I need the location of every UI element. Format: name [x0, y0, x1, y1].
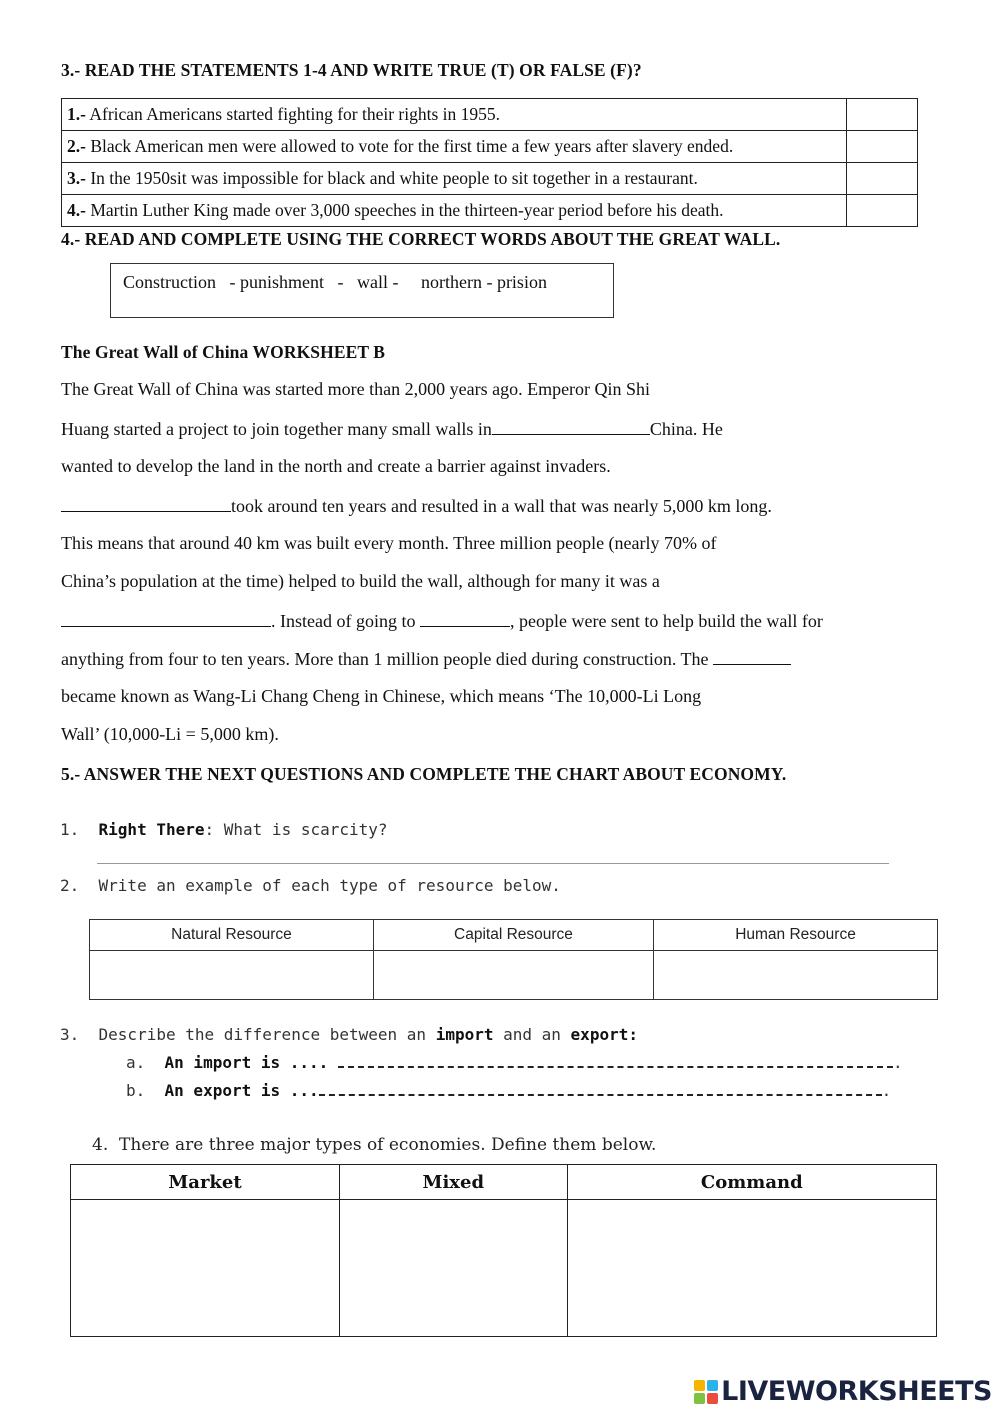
section-3-title: 3.- READ THE STATEMENTS 1-4 AND WRITE TRUE (T) OR FALSE (F)?: [61, 60, 642, 80]
human-resource-cell[interactable]: [654, 951, 938, 1000]
true-false-table: [61, 98, 918, 227]
passage-line: became known as Wang-Li Chang Cheng in Chinese, which means ‘The 10,000-Li Long: [61, 686, 702, 706]
header-human-resource: Human Resource: [654, 920, 938, 951]
blank-5-input[interactable]: [713, 648, 791, 665]
import-answer-input[interactable]: [338, 1054, 893, 1068]
question-3a: a. An import is .... .: [126, 1053, 903, 1072]
market-cell[interactable]: [71, 1200, 340, 1337]
logo-square-icon: [694, 1380, 705, 1391]
liveworksheets-logo[interactable]: [694, 1376, 992, 1407]
table-row: [90, 951, 938, 1000]
logo-text: LIVEWORKSHEETS: [721, 1376, 992, 1407]
capital-resource-cell[interactable]: [373, 951, 653, 1000]
export-answer-input[interactable]: [319, 1082, 882, 1096]
statement-1: 1.- African Americans started fighting for their rights in 1955.: [62, 99, 847, 131]
answer-cell-4[interactable]: [847, 195, 918, 227]
passage-line: . Instead of going to , people were sent to help build the wall for: [61, 610, 823, 632]
blank-1-input[interactable]: [492, 418, 650, 435]
passage-line: anything from four to ten years. More than 1 million people died during construction. The: [61, 648, 791, 670]
question-2: 2. Write an example of each type of resource below.: [60, 876, 561, 895]
answer-cell-1[interactable]: [847, 99, 918, 131]
question-1: 1. Right There: What is scarcity?: [60, 820, 388, 839]
passage-line: wanted to develop the land in the north and create a barrier against invaders.: [61, 456, 611, 476]
statement-4: 4.- Martin Luther King made over 3,000 speeches in the thirteen-year period before his death.: [62, 195, 847, 227]
logo-square-icon: [707, 1393, 718, 1404]
blank-2-input[interactable]: [61, 495, 231, 512]
command-cell[interactable]: [567, 1200, 936, 1337]
header-natural-resource: Natural Resource: [90, 920, 374, 951]
logo-square-icon: [694, 1393, 705, 1404]
resource-table: [89, 919, 938, 1000]
answer-cell-2[interactable]: [847, 131, 918, 163]
statement-3: 3.- In the 1950sit was impossible for black and white people to sit together in a restaurant.: [62, 163, 847, 195]
table-row: [71, 1200, 937, 1337]
answer-line-1[interactable]: [97, 863, 889, 864]
section-5-title: 5.- ANSWER THE NEXT QUESTIONS AND COMPLETE THE CHART ABOUT ECONOMY.: [61, 764, 787, 784]
blank-3-input[interactable]: [61, 610, 271, 627]
passage-line: Huang started a project to join together many small walls in China. He: [61, 419, 723, 439]
passage-line: China’s population at the time) helped to build the wall, although for many it was a: [61, 571, 660, 591]
header-market: Market: [71, 1165, 340, 1200]
passage-line: The Great Wall of China was started more than 2,000 years ago. Emperor Qin Shi: [61, 379, 651, 399]
table-row: [62, 99, 918, 131]
passage-line: This means that around 40 km was built every month. Three million people (nearly 70% of: [61, 533, 717, 553]
table-row: [62, 163, 918, 195]
word-bank: Construction - punishment - wall - northern - prision: [110, 263, 614, 318]
table-row: [62, 131, 918, 163]
logo-mark-icon: [694, 1380, 718, 1404]
mixed-cell[interactable]: [340, 1200, 568, 1337]
natural-resource-cell[interactable]: [90, 951, 374, 1000]
table-row: [71, 1165, 937, 1200]
economies-table: [70, 1164, 937, 1337]
header-mixed: Mixed: [340, 1165, 568, 1200]
passage-line: Wall’ (10,000-Li = 5,000 km).: [61, 724, 279, 744]
blank-4-input[interactable]: [420, 610, 510, 627]
passage-subtitle: The Great Wall of China WORKSHEET B: [61, 342, 386, 362]
table-row: [90, 920, 938, 951]
logo-square-icon: [707, 1380, 718, 1391]
statement-2: 2.- Black American men were allowed to vote for the first time a few years after slavery ended.: [62, 131, 847, 163]
section-4-title: 4.- READ AND COMPLETE USING THE CORRECT WORDS ABOUT THE GREAT WALL.: [61, 229, 781, 249]
question-3b: b. An export is ... .: [126, 1081, 892, 1100]
header-capital-resource: Capital Resource: [373, 920, 653, 951]
header-command: Command: [567, 1165, 936, 1200]
passage-line: took around ten years and resulted in a wall that was nearly 5,000 km long.: [61, 495, 772, 517]
question-4: 4. There are three major types of economies. Define them below.: [92, 1135, 657, 1155]
question-3: 3. Describe the difference between an import and an export:: [60, 1025, 638, 1044]
table-row: [62, 195, 918, 227]
answer-cell-3[interactable]: [847, 163, 918, 195]
